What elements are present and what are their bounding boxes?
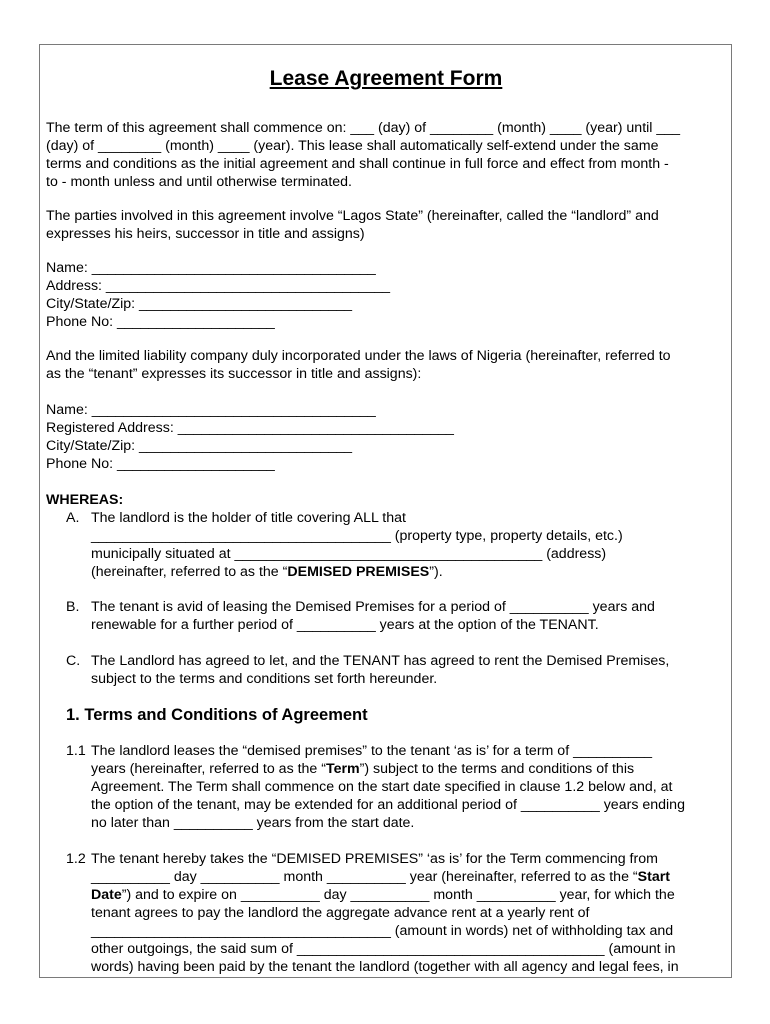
text-line (91, 563, 731, 581)
text-segment: ”) subject to the terms and conditions of this (359, 761, 635, 777)
start-keyword: Start (637, 869, 670, 885)
text-line: as the “tenant” expresses its successor in title and assigns): (46, 366, 422, 382)
landlord-address-field: Address: ____________________________________ (46, 278, 390, 294)
text-segment: ”) and to expire on __________ day __________ month __________ year, for which the (121, 887, 675, 903)
tenant-address-field: Registered Address: ___________________________________ (46, 420, 454, 436)
text-line: tenant agrees to pay the landlord the aggregate advance rent at a yearly rent of (91, 905, 590, 921)
text-line (91, 886, 731, 904)
text-line: The tenant is avid of leasing the Demised Premises for a period of __________ years and (91, 599, 655, 615)
list-label: A. (66, 510, 80, 526)
landlord-name-field: Name: ____________________________________ (46, 260, 376, 276)
text-line: renewable for a further period of __________ years at the option of the TENANT. (91, 617, 599, 633)
list-label: C. (66, 653, 81, 669)
term-keyword: Term (326, 761, 360, 777)
clause-number: 1.1 (66, 743, 86, 759)
document-page (39, 44, 732, 978)
whereas-heading: WHEREAS: (46, 492, 124, 508)
text-line: municipally situated at _______________________________________ (address) (91, 546, 607, 562)
section-heading: 1. Terms and Conditions of Agreement (66, 706, 368, 724)
landlord-fields (46, 259, 726, 331)
text-line: The term of this agreement shall commence on: ___ (day) of ________ (month) ____ (year) until ___ (46, 120, 681, 136)
parties-paragraph (46, 207, 726, 243)
text-line: The Landlord has agreed to let, and the TENANT has agreed to rent the Demised Premises, (91, 653, 670, 669)
tenant-phone-field: Phone No: ____________________ (46, 456, 275, 472)
text-line: terms and conditions as the initial agreement and shall continue in full force and effect from month - (46, 156, 669, 172)
text-line: expresses his heirs, successor in title and assigns) (46, 226, 365, 242)
landlord-city-field: City/State/Zip: ___________________________ (46, 296, 353, 312)
text-line: to - month unless and until otherwise terminated. (46, 174, 352, 190)
text-line: the option of the tenant, may be extended for an additional period of __________ years ending (91, 797, 685, 813)
text-line: The landlord leases the “demised premises” to the tenant ‘as is’ for a term of __________ (91, 743, 652, 759)
landlord-phone-field: Phone No: ____________________ (46, 314, 275, 330)
text-line: Agreement. The Term shall commence on the start date specified in clause 1.2 below and, at (91, 779, 673, 795)
text-line: The tenant hereby takes the “DEMISED PREMISES” ‘as is’ for the Term commencing from (91, 851, 658, 867)
text-line: other outgoings, the said sum of _______________________________________ (amount in (91, 941, 676, 957)
tenant-city-field: City/State/Zip: ___________________________ (46, 438, 353, 454)
demised-premises-term: DEMISED PREMISES (287, 564, 430, 580)
text-segment: (hereinafter, referred to as the “ (91, 564, 288, 580)
text-line: ______________________________________ (amount in words) net of withholding tax and (91, 923, 674, 939)
text-line: no later than __________ years from the start date. (91, 815, 415, 831)
tenant-name-field: Name: ____________________________________ (46, 402, 376, 418)
tenant-fields (46, 401, 726, 473)
text-line (91, 868, 731, 886)
text-line: words) having been paid by the tenant the landlord (together with all agency and legal fees, in (91, 959, 679, 975)
text-segment: __________ day __________ month __________ year (hereinafter, referred to as the “ (91, 869, 638, 885)
document-title: Lease Agreement Form (269, 67, 503, 90)
text-line (91, 760, 731, 778)
text-line: The landlord is the holder of title covering ALL that (91, 510, 406, 526)
text-line: subject to the terms and conditions set forth hereunder. (91, 671, 438, 687)
tenant-paragraph (46, 347, 726, 383)
text-line: ______________________________________ (property type, property details, etc.) (91, 528, 623, 544)
clause-number: 1.2 (66, 851, 86, 867)
date-keyword: Date (91, 887, 122, 903)
text-line: And the limited liability company duly incorporated under the laws of Nigeria (hereinafter, referred to (46, 348, 671, 364)
text-line: (day) of ________ (month) ____ (year). This lease shall automatically self-extend under the same (46, 138, 659, 154)
text-segment: ”). (429, 564, 443, 580)
text-segment: years (hereinafter, referred to as the “ (91, 761, 326, 777)
term-paragraph (46, 119, 726, 191)
list-label: B. (66, 599, 80, 615)
text-line: The parties involved in this agreement involve “Lagos State” (hereinafter, called the “landlord” and (46, 208, 659, 224)
